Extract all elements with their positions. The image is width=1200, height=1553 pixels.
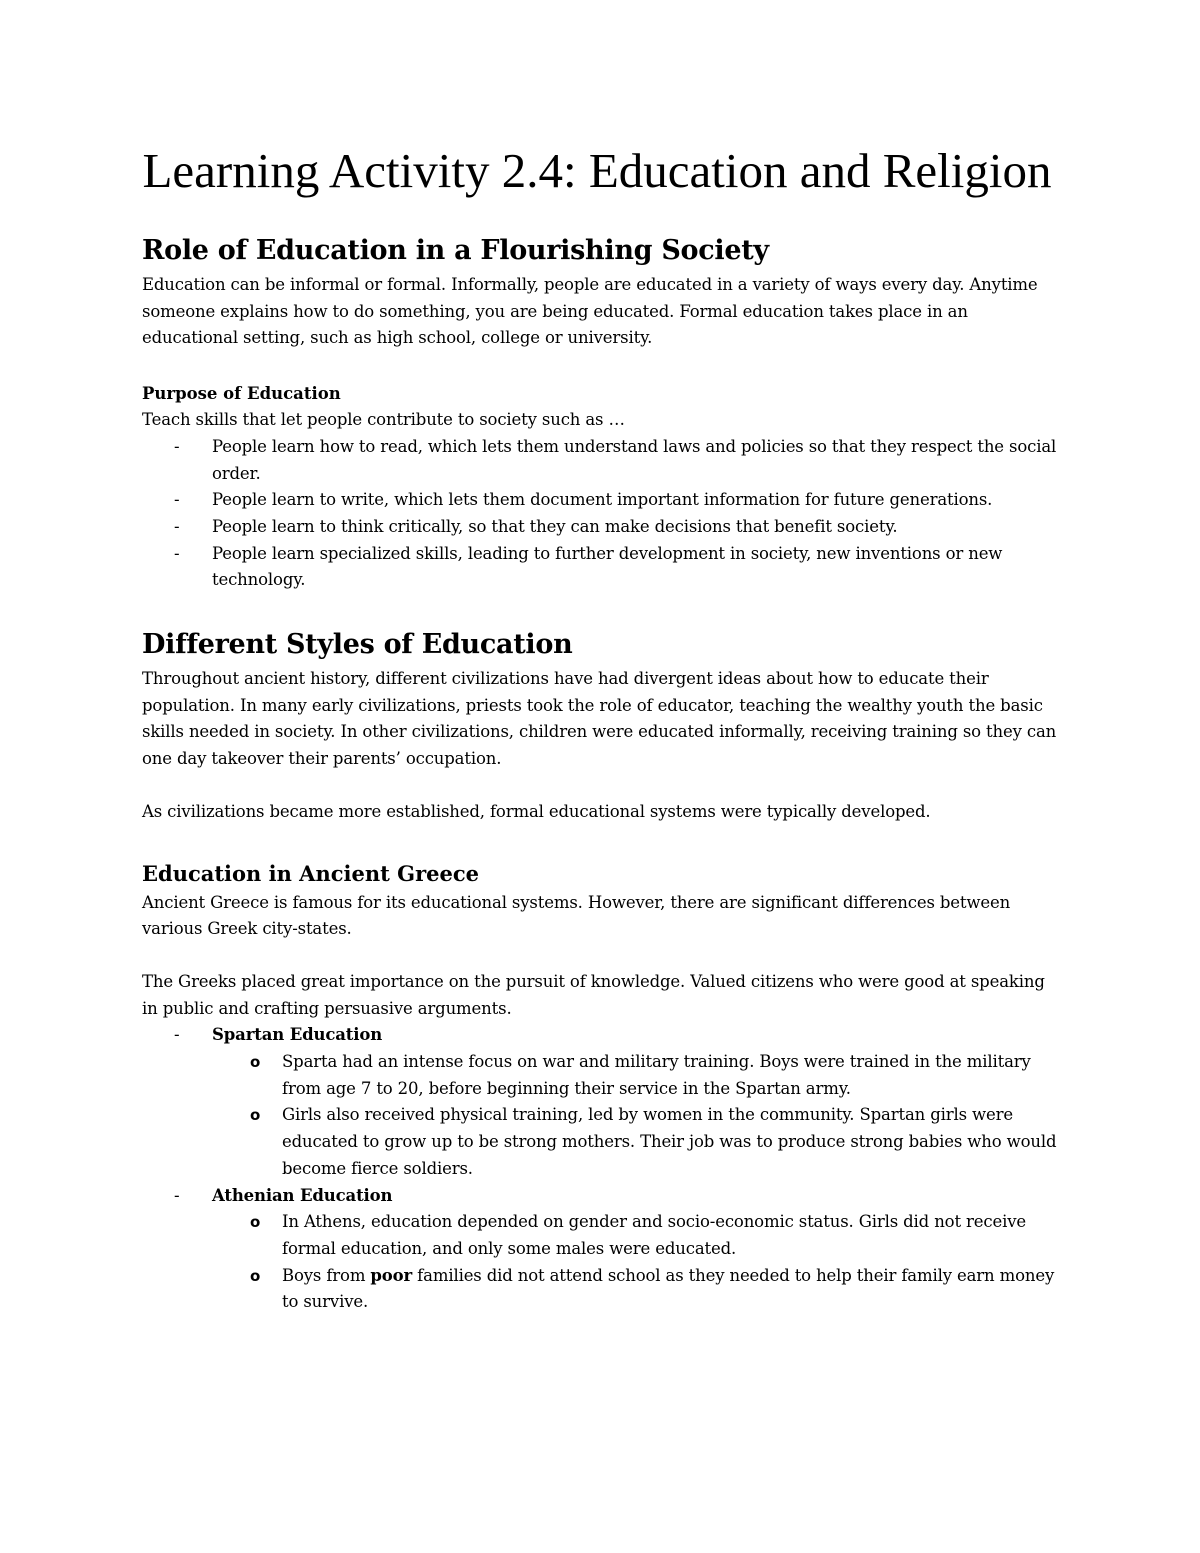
dash-bullet: - — [174, 1185, 180, 1205]
document-page — [142, 140, 1062, 1316]
styles-paragraph-1: Throughout ancient history, different civilizations have had divergent ideas about how to educate their population. In many early civilizations, priests took the role of educator, teaching the wealthy youth the basic skills needed in society. In other civilizations, children were educated informally, receiving training so they can one day takeover their parents’ occupation. — [142, 669, 1057, 769]
list-item: - People learn to think critically, so that they can make decisions that benefit society. — [142, 514, 1062, 541]
athenian-sublist — [142, 1209, 1062, 1316]
dash-bullet: - — [174, 490, 180, 510]
dash-bullet: - — [174, 516, 180, 536]
circle-bullet: o — [250, 1266, 261, 1285]
sublist-item: o Boys from poor families did not attend school as they needed to help their family earn money to survive. — [142, 1263, 1062, 1316]
purpose-list — [142, 434, 1062, 594]
purpose-lead-text: Teach skills that let people contribute to society such as … — [142, 410, 625, 430]
section-heading-role-of-education: Role of Education in a Flourishing Society — [142, 235, 769, 266]
subheading-purpose-of-education: Purpose of Education — [142, 384, 341, 404]
greece-paragraph-1: Ancient Greece is famous for its educational systems. However, there are significant differences between various Greek city-states. — [142, 892, 1011, 939]
spartan-sublist — [142, 1049, 1062, 1183]
greece-paragraph-2: The Greeks placed great importance on the pursuit of knowledge. Valued citizens who were good at speaking in public and crafting persuasive arguments. — [142, 971, 1045, 1018]
section-heading-different-styles: Different Styles of Education — [142, 629, 573, 661]
list-item: - People learn specialized skills, leading to further development in society, new inventions or new technology. — [142, 541, 1062, 594]
dash-bullet: - — [174, 1025, 180, 1045]
emphasis-poor: poor — [370, 1265, 413, 1285]
document-title: Learning Activity 2.4: Education and Religion — [142, 143, 1052, 198]
list-item-athenian — [142, 1183, 1062, 1210]
spartan-label: Spartan Education — [212, 1025, 383, 1045]
sublist-item: o In Athens, education depended on gender and socio-economic status. Girls did not receive formal education, and only some males were educated. — [142, 1209, 1062, 1262]
list-item-spartan — [142, 1022, 1062, 1049]
greece-list-athenian — [142, 1183, 1062, 1210]
circle-bullet: o — [250, 1213, 261, 1232]
dash-bullet: - — [174, 436, 180, 456]
circle-bullet: o — [250, 1106, 261, 1125]
section-intro-paragraph: Education can be informal or formal. Informally, people are educated in a variety of ways every day. Anytime someone explains how to do something, you are being educated. Formal education takes place in an educational setting, such as high school, college or university. — [142, 275, 1038, 348]
sublist-item: o Sparta had an intense focus on war and military training. Boys were trained in the military from age 7 to 20, before beginning their service in the Spartan army. — [142, 1049, 1062, 1102]
dash-bullet: - — [174, 543, 180, 563]
list-item: - People learn how to read, which lets them understand laws and policies so that they respect the social order. — [142, 434, 1062, 487]
circle-bullet: o — [250, 1053, 261, 1072]
athenian-label: Athenian Education — [212, 1185, 393, 1205]
styles-paragraph-2: As civilizations became more established, formal educational systems were typically developed. — [142, 801, 931, 821]
greece-list — [142, 1022, 1062, 1049]
section-heading-ancient-greece: Education in Ancient Greece — [142, 860, 480, 886]
list-item: - People learn to write, which lets them document important information for future generations. — [142, 487, 1062, 514]
sublist-item: o Girls also received physical training, led by women in the community. Spartan girls were educated to grow up to be strong mothers. Their job was to produce strong babies who would become fierce soldiers. — [142, 1102, 1062, 1182]
